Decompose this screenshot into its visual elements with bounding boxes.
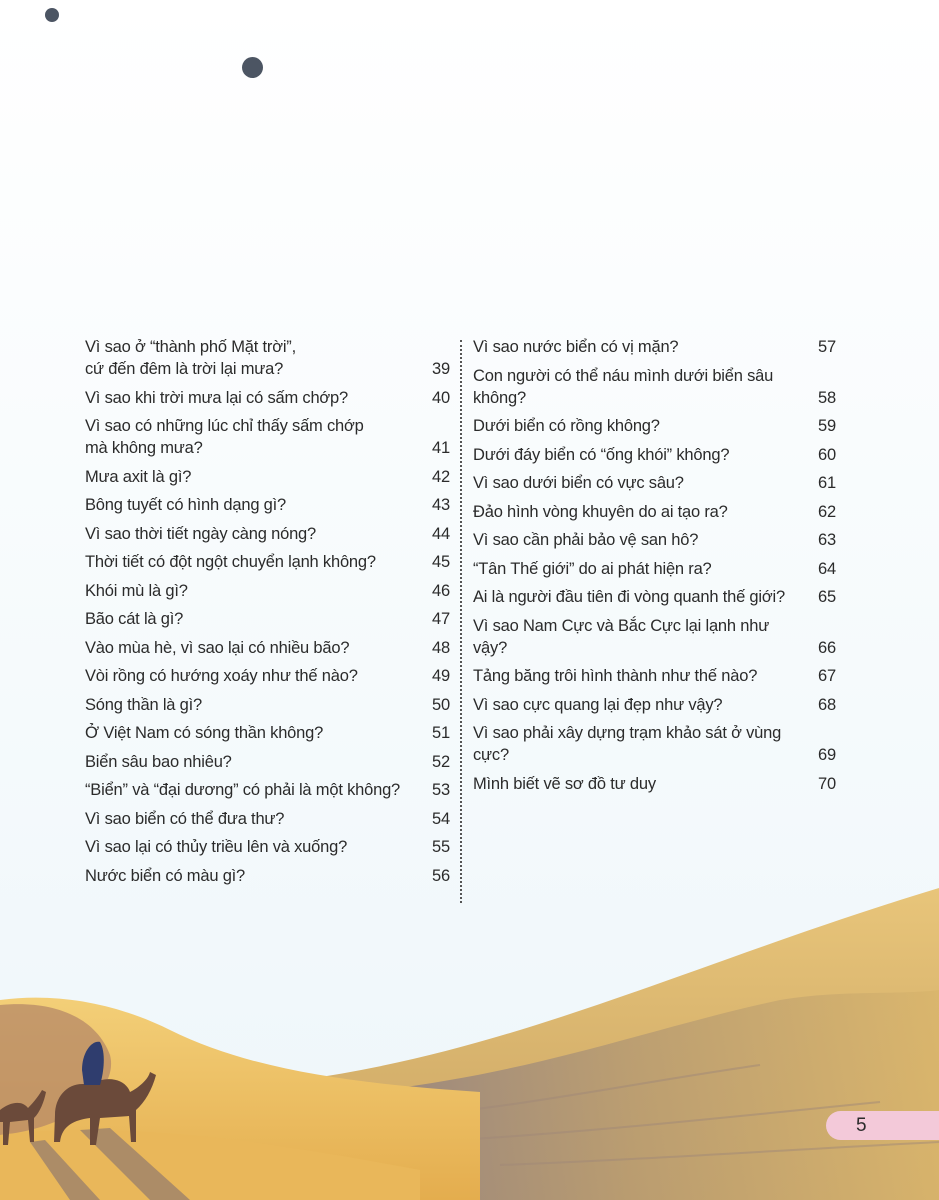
toc-entry-page: 50 [432, 695, 450, 714]
toc-entry [85, 336, 450, 380]
toc-entry-title [473, 615, 814, 659]
toc-entry [473, 586, 836, 608]
toc-entry [85, 494, 450, 516]
toc-entry-page: 49 [432, 667, 450, 685]
toc-entry-title-line: Vì sao thời tiết ngày càng nóng? [85, 524, 316, 543]
toc-entry [85, 387, 450, 409]
toc-column-left [85, 336, 450, 893]
toc-entry [473, 694, 836, 716]
toc-entry-title-line: Vì sao dưới biển có vực sâu? [473, 474, 684, 492]
toc-entry [85, 523, 450, 545]
toc-entry-title [473, 694, 814, 716]
toc-entry-title-line: Vì sao cực quang lại đẹp như vậy? [473, 695, 723, 714]
toc-entry-page: 60 [818, 445, 836, 464]
toc-entry [473, 472, 836, 494]
toc-entry-title-line: Con người có thể náu mình dưới biển sâu không? [473, 366, 774, 407]
toc-entry [85, 551, 450, 573]
toc-entry-title [85, 779, 428, 801]
toc-entry [473, 558, 836, 580]
toc-entry-title-line: Sóng thần là gì? [85, 695, 202, 714]
toc-entry-page: 41 [432, 439, 450, 457]
toc-entry-page: 43 [432, 496, 450, 514]
toc-entry-page: 58 [818, 388, 836, 407]
toc-entry-title-line: Tảng băng trôi hình thành như thế nào? [473, 667, 758, 685]
toc-entry-title-line: Bông tuyết có hình dạng gì? [85, 496, 287, 514]
toc-entry-title [473, 336, 814, 358]
toc-entry [473, 665, 836, 687]
toc-entry-title-line: cứ đến đêm là trời lại mưa? [85, 360, 284, 378]
toc-entry-title [85, 523, 428, 545]
toc-entry [85, 779, 450, 801]
toc-entry-page: 63 [818, 531, 836, 549]
toc-entry-title-line: mà không mưa? [85, 439, 203, 457]
toc-entry-title [85, 608, 428, 630]
toc-entry-title-line: Vì sao có những lúc chỉ thấy sấm chớp [85, 417, 364, 435]
toc-entry [85, 415, 450, 459]
toc-entry-title-line: Vì sao khi trời mưa lại có sấm chớp? [85, 388, 348, 407]
toc-entry [85, 466, 450, 488]
toc-entry-title [473, 501, 814, 523]
toc-entry-page: 62 [818, 502, 836, 521]
toc-entry-page: 47 [432, 610, 450, 628]
toc-entry-title-line: Vì sao biển có thể đưa thư? [85, 809, 285, 828]
toc-entry [473, 615, 836, 659]
toc-entry-page: 42 [432, 467, 450, 486]
toc-entry [85, 637, 450, 659]
decorative-dot-large [242, 57, 263, 78]
toc-entry [85, 694, 450, 716]
toc-entry [473, 336, 836, 358]
toc-entry-title [473, 665, 814, 687]
toc-entry-title-line: Nước biển có màu gì? [85, 866, 246, 885]
toc-entry-title [85, 494, 428, 516]
toc-entry-title-line: Vòi rồng có hướng xoáy như thế nào? [85, 667, 358, 685]
toc-entry-title [85, 551, 428, 573]
toc-entry [473, 365, 836, 409]
toc-entry-title-line: Ai là người đầu tiên đi vòng quanh thế giới? [473, 588, 785, 606]
toc-entry [85, 580, 450, 602]
toc-entry-page: 64 [818, 559, 836, 578]
toc-entry [85, 722, 450, 744]
toc-entry-title-line: Mưa axit là gì? [85, 467, 192, 486]
toc-entry-title-line: Bão cát là gì? [85, 610, 184, 628]
toc-entry-title-line: Đảo hình vòng khuyên do ai tạo ra? [473, 502, 728, 521]
page-number-badge [826, 1111, 939, 1140]
toc-entry-page: 57 [818, 338, 836, 356]
toc-entry-title [473, 586, 814, 608]
toc-entry-title [85, 415, 428, 459]
toc-entry-title-line: Vì sao cần phải bảo vệ san hô? [473, 531, 699, 549]
toc-entry-title-line: Mình biết vẽ sơ đồ tư duy [473, 774, 656, 793]
toc-entry-title [85, 387, 428, 409]
toc-entry-title-line: Dưới đáy biển có “ống khói” không? [473, 445, 730, 464]
toc-entry-page: 70 [818, 774, 836, 793]
toc-entry-title-line: “Tân Thế giới” do ai phát hiện ra? [473, 559, 712, 578]
toc-entry-title-line: “Biển” và “đại dương” có phải là một không? [85, 781, 401, 799]
toc-entry-title [473, 722, 814, 766]
toc-entry-title [473, 415, 814, 437]
toc-entry [473, 529, 836, 551]
toc-entry-page: 67 [818, 667, 836, 685]
toc-entry-page: 65 [818, 588, 836, 606]
toc-entry-title-line: Biển sâu bao nhiêu? [85, 752, 232, 771]
toc-entry [473, 501, 836, 523]
toc-entry-page: 68 [818, 695, 836, 714]
toc-entry-page: 39 [432, 360, 450, 378]
toc-column-right [473, 336, 836, 801]
toc-entry-title [473, 558, 814, 580]
toc-entry-page: 66 [818, 638, 836, 657]
toc-entry-title-line: Vì sao ở “thành phố Mặt trời”, [85, 338, 296, 356]
toc-entry-page: 69 [818, 746, 836, 764]
toc-entry-title [473, 529, 814, 551]
toc-entry [473, 722, 836, 766]
toc-entry-page: 51 [432, 724, 450, 742]
toc-entry-title-line: Thời tiết có đột ngột chuyển lạnh không? [85, 553, 376, 571]
toc-entry-title-line: Ở Việt Nam có sóng thần không? [85, 724, 324, 742]
toc-entry [85, 808, 450, 830]
toc-entry [85, 751, 450, 773]
toc-entry-title [85, 336, 428, 380]
toc-entry-page: 56 [432, 866, 450, 885]
toc-entry-title [473, 444, 814, 466]
toc-entry-title [85, 808, 428, 830]
toc-entry-title [85, 665, 428, 687]
toc-entry-title-line: Dưới biển có rồng không? [473, 417, 660, 435]
toc-entry-title-line: Vì sao lại có thủy triều lên và xuống? [85, 838, 348, 856]
toc-entry-title [473, 365, 814, 409]
toc-entry-title-line: Khói mù là gì? [85, 581, 188, 600]
toc-entry-page: 59 [818, 417, 836, 435]
toc-entry [85, 836, 450, 858]
toc-entry-page: 45 [432, 553, 450, 571]
toc-entry-title [473, 472, 814, 494]
toc-entry-title [85, 836, 428, 858]
toc-entry [85, 665, 450, 687]
toc-entry-page: 55 [432, 838, 450, 856]
toc-entry [85, 608, 450, 630]
toc-entry [473, 773, 836, 795]
toc-entry-title [85, 722, 428, 744]
toc-entry-title-line: Vì sao nước biển có vị mặn? [473, 338, 679, 356]
toc-entry-title [85, 637, 428, 659]
toc-entry-page: 44 [432, 524, 450, 543]
toc-entry-page: 48 [432, 638, 450, 657]
toc-entry-title [85, 580, 428, 602]
toc-entry-title [473, 773, 814, 795]
toc-entry [473, 415, 836, 437]
toc-entry [473, 444, 836, 466]
decorative-dot-small [45, 8, 59, 22]
toc-entry-page: 52 [432, 752, 450, 771]
toc-entry-page: 40 [432, 388, 450, 407]
toc-entry-title [85, 751, 428, 773]
toc-entry-title [85, 694, 428, 716]
toc-entry-page: 61 [818, 474, 836, 492]
desert-illustration [0, 880, 939, 1200]
toc-entry-page: 53 [432, 781, 450, 799]
toc-entry-title-line: Vì sao phải xây dựng trạm khảo sát ở vùng cực? [473, 724, 782, 764]
page-number: 5 [856, 1114, 867, 1136]
toc-entry-title-line: Vào mùa hè, vì sao lại có nhiều bão? [85, 638, 350, 657]
toc-entry-title [85, 466, 428, 488]
toc-entry-title-line: Vì sao Nam Cực và Bắc Cực lại lạnh như vậy? [473, 616, 770, 657]
toc-entry-page: 54 [432, 809, 450, 828]
toc-entry-page: 46 [432, 581, 450, 600]
column-divider [460, 340, 462, 903]
